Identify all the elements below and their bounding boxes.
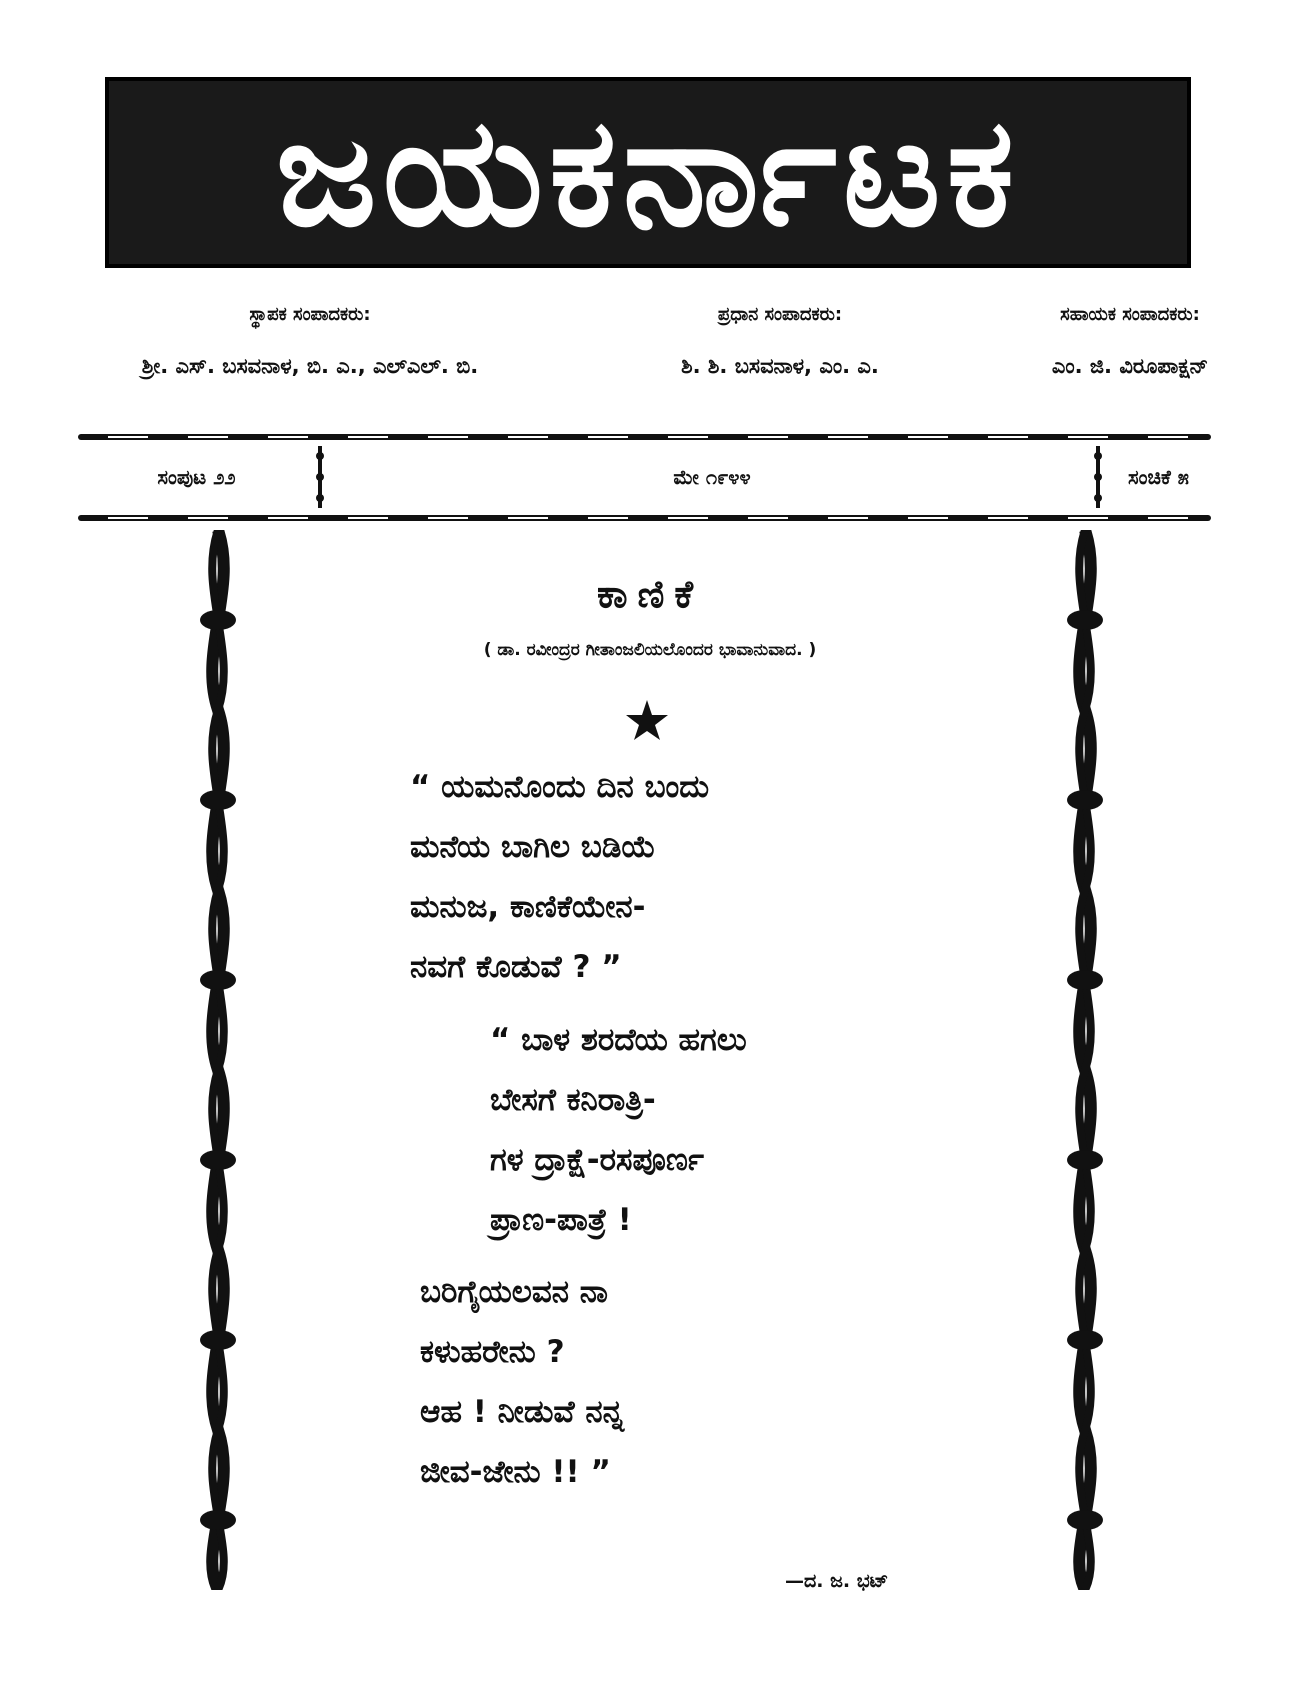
vine-border-right-icon [1060, 530, 1110, 1590]
ornamental-rule-top [78, 432, 1211, 442]
poem-line: ನವಗೆ ಕೊಡುವೆ ? ” [410, 949, 622, 985]
poem-line: ಮನುಜ, ಕಾಣಿಕೆಯೇನ- [410, 889, 646, 925]
poem-line: ಪ್ರಾಣ-ಪಾತ್ರೆ ! [490, 1202, 632, 1238]
founding-editor-name: ಶ್ರೀ. ಎಸ್. ಬಸವನಾಳ, ಬಿ. ಎ., ಎಲ್‌ಎಲ್. ಬಿ. [141, 354, 479, 378]
issue-bar [78, 446, 1211, 508]
ornamental-rule-bottom [78, 513, 1211, 523]
poem-subtitle: ( ಡಾ. ರವೀಂದ್ರರ ಗೀತಾಂಜಲಿಯಲೊಂದರ ಭಾವಾನುವಾದ. ) [483, 640, 817, 660]
poem-line: ಗಳ ದ್ರಾಕ್ಷೆ-ರಸಪೂರ್ಣ [490, 1142, 704, 1178]
issue-volume: ಸಂಪುಟ ೨೨ [157, 465, 236, 489]
chief-editor [590, 300, 970, 386]
issue-date: ಮೇ ೧೯೪೪ [673, 465, 751, 489]
star-icon [625, 698, 669, 742]
chief-editor-name: ಶಿ. ಶಿ. ಬಸವನಾಳ, ಎಂ. ಎ. [681, 354, 879, 378]
poem-line: ಬರಿಗೈಯಲವನ ನಾ [420, 1274, 608, 1310]
poem-line: ಜೀವ-ಜೇನು !! ” [420, 1454, 611, 1490]
poem-line: “ ಯಮನೊಂದು ದಿನ ಬಂದು [410, 769, 710, 805]
masthead-banner [105, 77, 1191, 268]
issue-number: ಸಂಚಿಕೆ ೫ [1128, 465, 1189, 489]
poem-title: ಕಾಣಿಕೆ [596, 572, 704, 616]
issue-separator [1093, 446, 1103, 508]
masthead-title: ಜಯಕರ್ನಾಟಕ [275, 85, 1021, 260]
poem-line: ಕಳುಹರೇನು ? [420, 1334, 565, 1370]
assistant-editor-name: ಎಂ. ಜಿ. ವಿರೂಪಾಕ್ಷನ್ [1051, 354, 1209, 378]
poem-attribution: —ದ. ಜ. ಭಟ್ [785, 1570, 889, 1592]
issue-separator [315, 446, 325, 508]
editors-block [60, 300, 1230, 390]
assistant-editor [980, 300, 1280, 386]
poem-line: ಮನೆಯ ಬಾಗಿಲ ಬಡಿಯೆ [410, 829, 656, 865]
assistant-editor-role: ಸಹಾಯಕ ಸಂಪಾದಕರು: [1060, 304, 1200, 325]
vine-border-left-icon [193, 530, 243, 1590]
founding-editor-role: ಸ್ಥಾಪಕ ಸಂಪಾದಕರು: [249, 304, 371, 325]
poem-line: “ ಬಾಳ ಶರದೆಯ ಹಗಲು [490, 1022, 747, 1058]
poem-line: ಆಹ ! ನೀಡುವೆ ನನ್ನ [420, 1394, 625, 1430]
poem-line: ಬೇಸಗೆ ಕನಿರಾತ್ರಿ- [490, 1082, 656, 1118]
founding-editor [60, 300, 560, 386]
chief-editor-role: ಪ್ರಧಾನ ಸಂಪಾದಕರು: [717, 304, 843, 325]
